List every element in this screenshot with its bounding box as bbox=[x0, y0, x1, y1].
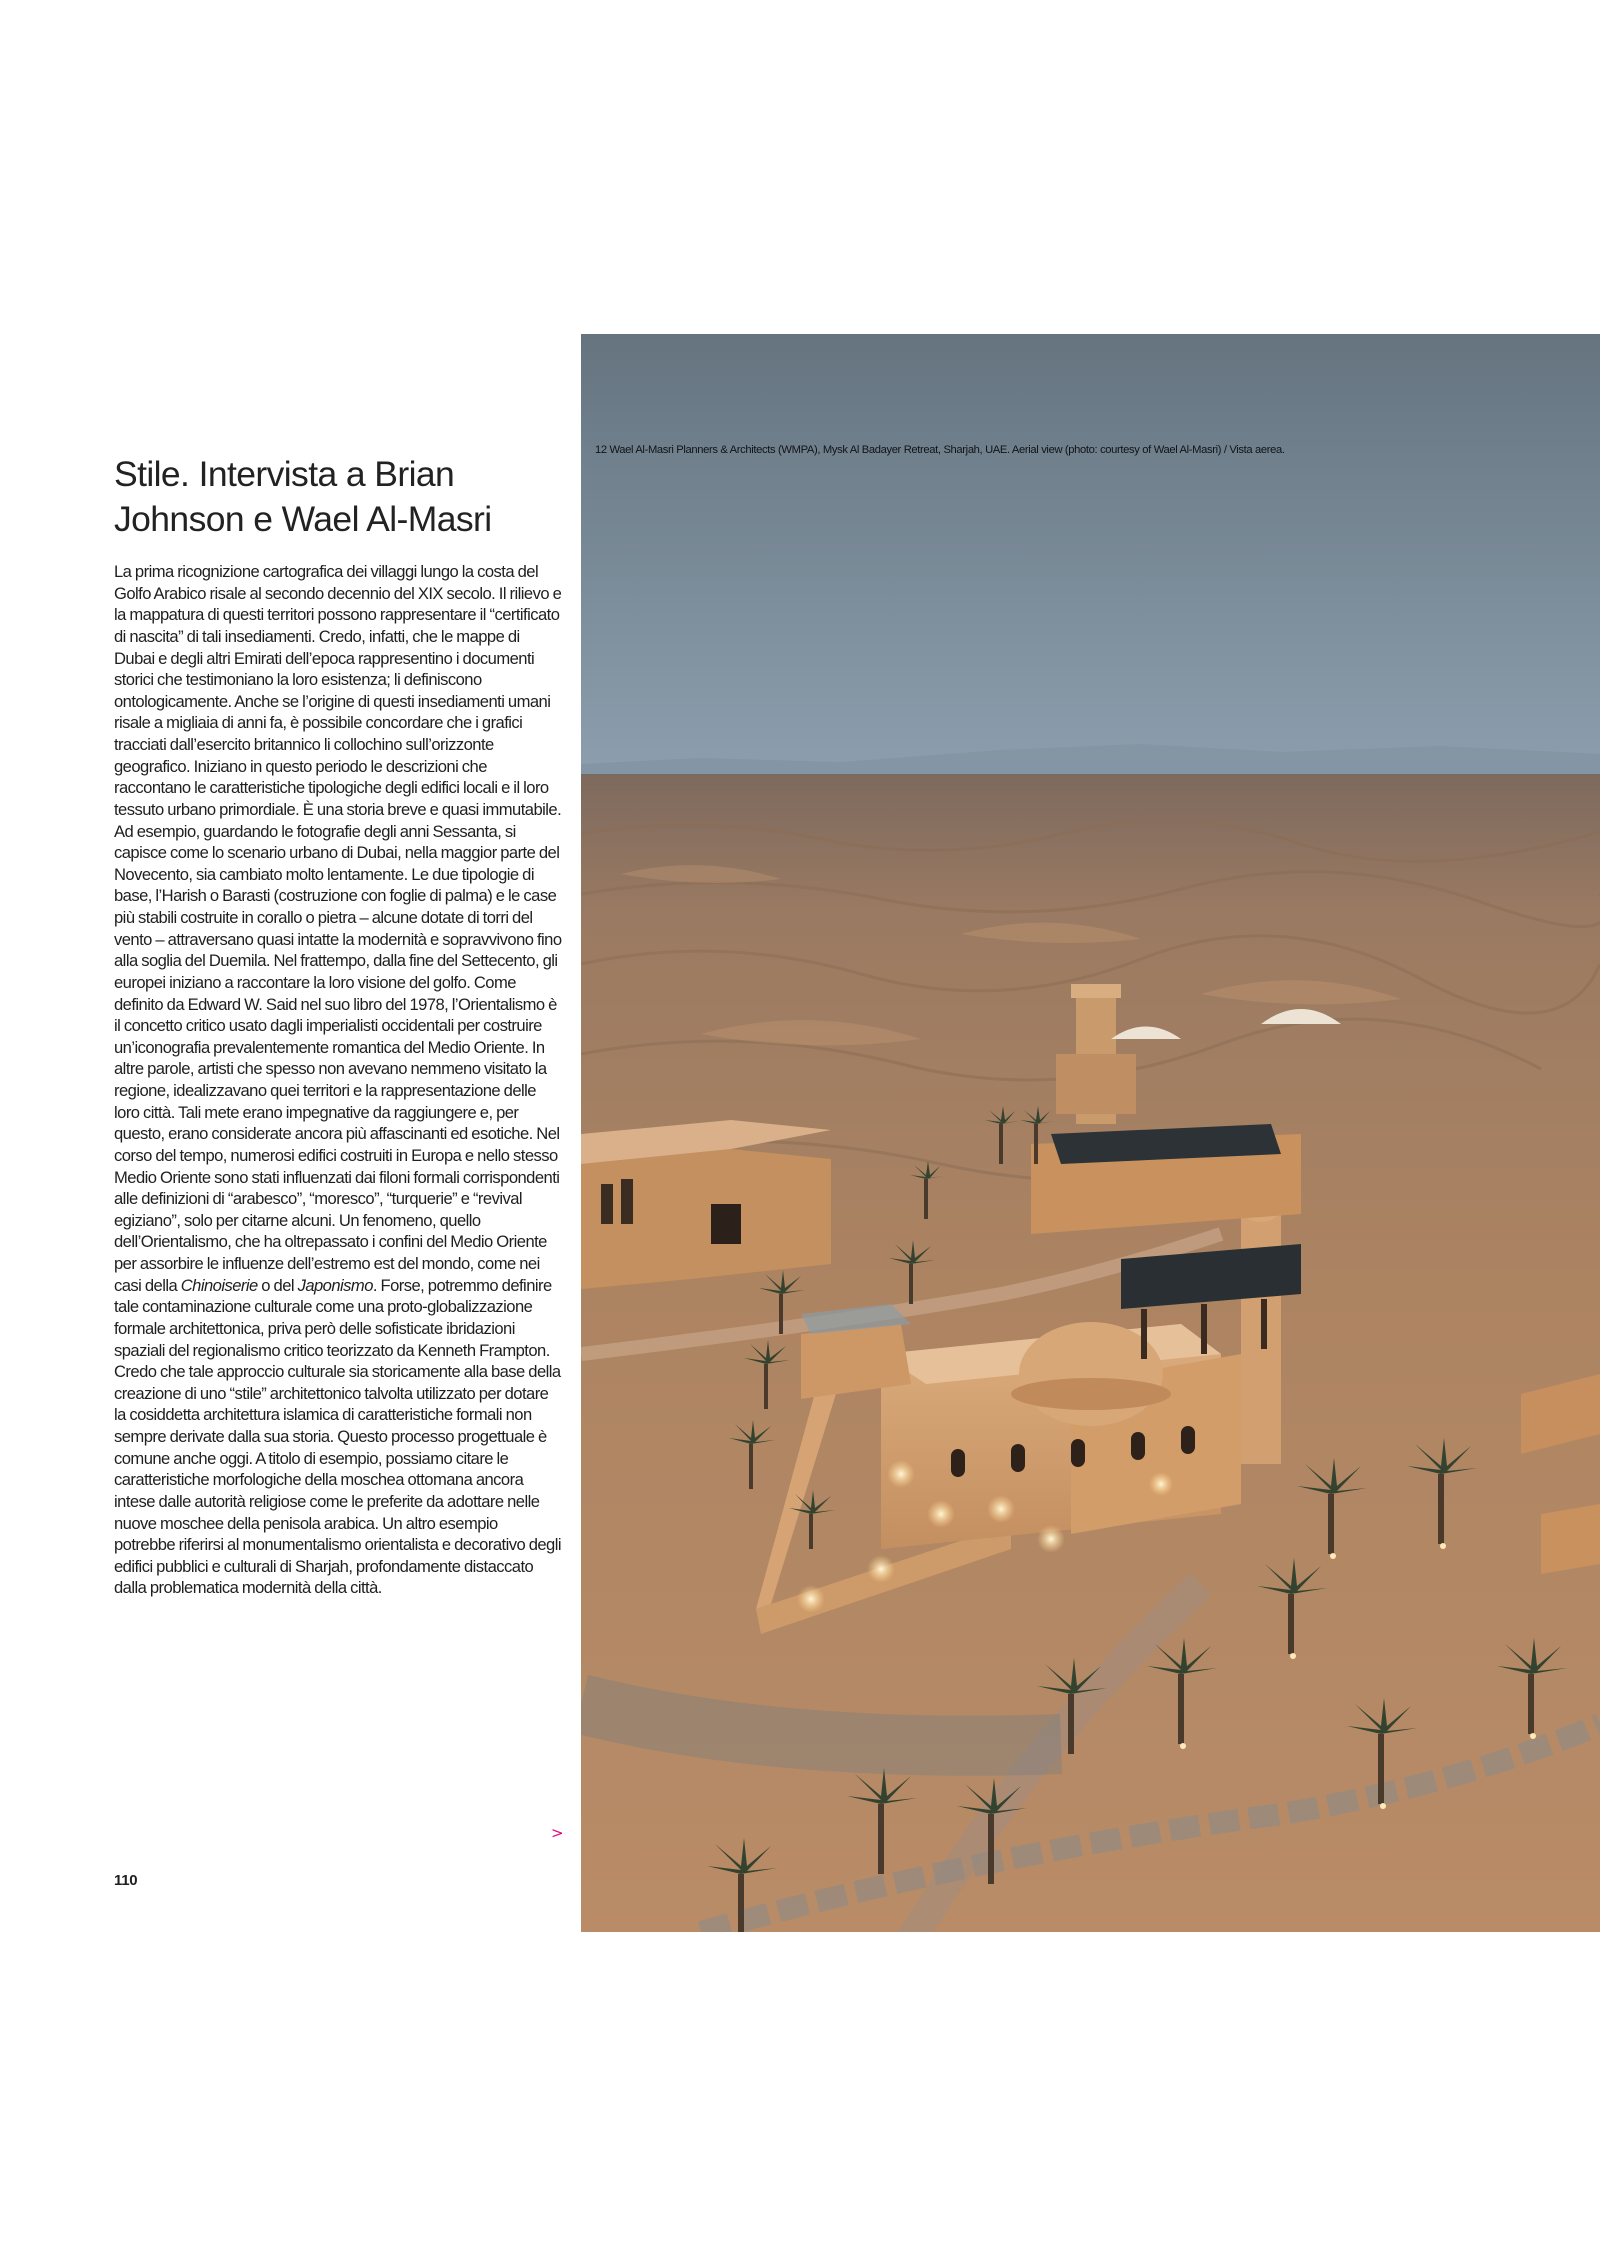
body-fragment: . Forse, potremmo definire tale contaminazione culturale come una proto-globalizzazione formale architettonica, priva però delle sofisticate ibridazioni spaziali del regionalismo critico teorizzato da Kenneth Frampton. bbox=[114, 1275, 552, 1360]
article-title: Stile. Intervista a Brian Johnson e Wael Al-Masri bbox=[114, 454, 492, 539]
body-paragraph: La prima ricognizione cartografica dei villaggi lungo la costa del Golfo Arabico risale al secondo decennio del XIX secolo. Il rilievo e la mappatura di questi territori possono rappresentare il “certificato di nascita” di tali insediamenti. Credo, infatti, che le mappe di Dubai e degli altri Emirati dell’epoca rappresentino i documenti storici che testimoniano la loro esistenza; li definiscono ontologicamente. Anche se l’origine di questi insediamenti umani risale a migliaia di anni fa, è possibile concordare che i grafici tracciati dall’esercito britannico li collochino sull’orizzonte geografico. Iniziano in questo periodo le descrizioni che raccontano le caratteristiche tipologiche degli edifici locali e il loro tessuto urbano primordiale. È una storia breve e quasi immutabile. Ad esempio, guardando le fotografie degli anni Sessanta, si capisce come lo scenario urbano di Dubai, nella maggior parte del Novecento, sia cambiato molto lentamente. Le due tipologie di base, l’Harish o Barasti (costruzione con foglie di palma) e le case più stabili costruite in corallo o pietra – alcune dotate di torri del vento – attraversano quasi intatte la modernità e sopravvivono fino alla soglia del Duemila. Nel frattempo, dalla fine del Settecento, gli europei iniziano a raccontare la loro visione del golfo. Come definito da Edward W. Said nel suo libro del 1978, l’Orientalismo è il concetto critico usato dagli imperialisti occidentali per costruire un’iconografia prevalentemente romantica del Medio Oriente. In altre parole, artisti che spesso non avevano nemmeno visitato la regione, idealizzavano quei territori e la rappresentazione delle loro città. Tali mete erano impegnative da raggiungere e, per questo, erano considerate ancora più affascinanti ed esotiche. Nel corso del tempo, numerosi edifici costruiti in Europa e nello stesso Medio Oriente sono stati influenzati dai filoni formali corrispondenti alle definizioni di “arabesco”, “moresco”, “turquerie” e “revival egiziano”, solo per citarne alcuni. Un fenomeno, quello dell’Orientalismo, che ha oltrepassato i confini del Medio Oriente per assorbire le influenze dell’estremo est del mondo, come nei casi della bbox=[114, 562, 562, 1295]
body-fragment: o del bbox=[257, 1275, 298, 1295]
page-number: 110 bbox=[114, 1872, 138, 1889]
body-italic-term: Chinoiserie bbox=[180, 1275, 258, 1295]
figure-caption: 12 Wael Al-Masri Planners & Architects (WMPA), Mysk Al Badayer Retreat, Sharjah, UAE. Aerial view (photo: courtesy of Wael Al-Masri) / Vista aerea. bbox=[595, 444, 1285, 456]
article-body bbox=[114, 561, 562, 1599]
body-italic-term: Japonismo bbox=[297, 1275, 373, 1295]
aerial-photo bbox=[581, 334, 1600, 1932]
photo-illustration bbox=[581, 334, 1600, 1932]
body-paragraph: Credo che tale approccio culturale sia storicamente alla base della creazione di uno “stile” architettonico talvolta utilizzato per dotare la cosiddetta architettura islamica di caratteristiche formali non sempre derivate dalla sua storia. Questo processo progettuale è comune anche oggi. A titolo di esempio, possiamo citare le caratteristiche morfologiche della moschea ottomana ancora intese dalle autorità religiose come le preferite da adottare nelle nuove moschee della penisola arabica. Un altro esempio potrebbe riferirsi al monumentalismo orientalista e decorativo degli edifici pubblici e culturali di Sharjah, profondamente distaccato dalla problematica modernità della città. bbox=[114, 1362, 562, 1598]
continue-arrow-icon: > bbox=[551, 1824, 564, 1842]
